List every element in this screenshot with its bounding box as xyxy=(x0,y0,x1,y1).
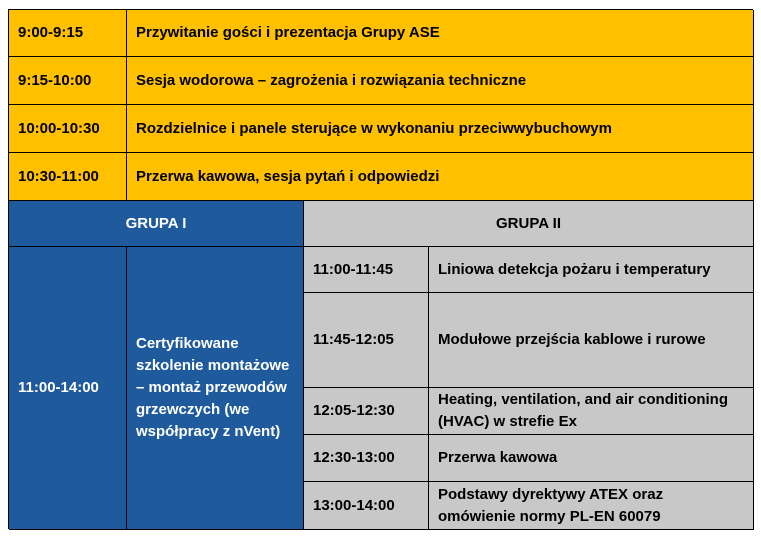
group2-title-cell: Heating, ventilation, and air conditioning (HVAC) w strefie Ex xyxy=(429,388,754,435)
group2-time-cell: 11:45-12:05 xyxy=(304,293,429,388)
group2-time-cell: 11:00-11:45 xyxy=(304,247,429,293)
group2-time-cell: 12:30-13:00 xyxy=(304,435,429,482)
title-cell: Rozdzielnice i panele sterujące w wykonaniu przeciwwybuchowym xyxy=(127,105,754,153)
time-cell: 9:00-9:15 xyxy=(9,10,127,57)
group1-time-cell: 11:00-14:00 xyxy=(9,247,127,530)
group1-title-cell: Certyfikowane szkolenie montażowe – montaż przewodów grzewczych (we współpracy z nVent) xyxy=(127,247,304,530)
time-cell: 10:30-11:00 xyxy=(9,153,127,201)
group2-time-cell: 12:05-12:30 xyxy=(304,388,429,435)
group1-header: GRUPA I xyxy=(9,201,304,247)
group2-title-cell: Podstawy dyrektywy ATEX oraz omówienie normy PL-EN 60079 xyxy=(429,482,754,530)
title-cell: Przerwa kawowa, sesja pytań i odpowiedzi xyxy=(127,153,754,201)
title-cell: Przywitanie gości i prezentacja Grupy ASE xyxy=(127,10,754,57)
group2-header: GRUPA II xyxy=(304,201,754,247)
title-cell: Sesja wodorowa – zagrożenia i rozwiązania techniczne xyxy=(127,57,754,105)
group2-title-cell: Modułowe przejścia kablowe i rurowe xyxy=(429,293,754,388)
agenda-table xyxy=(8,9,753,529)
group2-title-cell: Przerwa kawowa xyxy=(429,435,754,482)
group2-title-cell: Liniowa detekcja pożaru i temperatury xyxy=(429,247,754,293)
time-cell: 9:15-10:00 xyxy=(9,57,127,105)
group2-time-cell: 13:00-14:00 xyxy=(304,482,429,530)
time-cell: 10:00-10:30 xyxy=(9,105,127,153)
